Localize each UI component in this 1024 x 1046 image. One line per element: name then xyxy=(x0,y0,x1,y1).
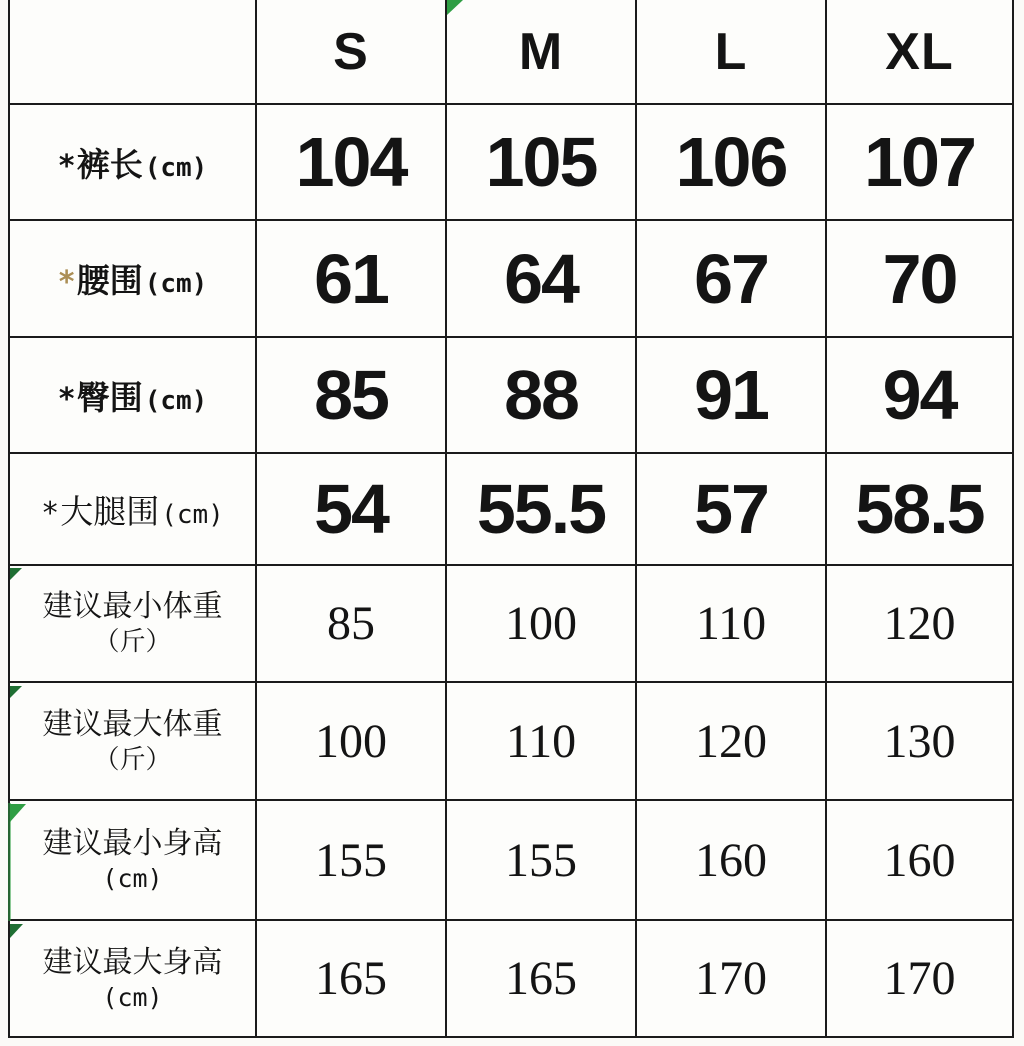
value-cell: 107 xyxy=(827,105,1014,221)
suggest-name: 建议最小身高 xyxy=(42,826,223,862)
value-cell: 64 xyxy=(447,221,637,338)
suggest-name: 建议最大体重 xyxy=(42,706,223,742)
value-cell: 170 xyxy=(827,921,1014,1038)
value-cell: 155 xyxy=(447,801,637,921)
value-cell: 110 xyxy=(447,683,637,801)
value-cell: 57 xyxy=(637,454,827,566)
value-cell: 58.5 xyxy=(827,454,1014,566)
green-flag-icon xyxy=(447,0,463,15)
row-label xyxy=(43,705,223,778)
value-cell: 160 xyxy=(637,801,827,921)
value-cell: 91 xyxy=(637,338,827,454)
value-cell: 120 xyxy=(827,566,1014,683)
value-cell: 54 xyxy=(257,454,447,566)
row-label xyxy=(58,139,208,186)
row-label-cell xyxy=(10,338,257,454)
row-label xyxy=(43,943,223,1015)
green-corner-marker-icon xyxy=(10,568,22,580)
suggest-unit: (cm) xyxy=(102,864,163,894)
suggest-unit: （斤） xyxy=(93,744,172,775)
green-corner-marker-icon xyxy=(10,924,23,938)
measure-unit: (cm) xyxy=(144,269,208,299)
value-cell: 155 xyxy=(257,801,447,921)
row-label-cell xyxy=(10,454,257,566)
measure-name: 腰围 xyxy=(76,261,143,300)
value-cell: 100 xyxy=(447,566,637,683)
value-cell: 105 xyxy=(447,105,637,221)
row-label-cell xyxy=(10,801,257,921)
column-header-m: M xyxy=(447,0,637,105)
measure-unit: (cm) xyxy=(144,385,208,416)
value-cell: 88 xyxy=(447,338,637,454)
value-cell: 120 xyxy=(637,683,827,801)
value-cell: 165 xyxy=(257,921,447,1038)
required-asterisk: * xyxy=(57,265,76,300)
row-label xyxy=(43,824,223,896)
suggest-unit: （斤） xyxy=(93,627,172,658)
measure-unit: (cm) xyxy=(161,499,224,530)
value-cell: 106 xyxy=(637,105,827,221)
green-corner-marker-icon xyxy=(10,804,26,822)
size-chart-table xyxy=(8,0,1014,1038)
value-cell: 70 xyxy=(827,221,1014,338)
row-label-cell xyxy=(10,921,257,1038)
green-corner-marker-icon xyxy=(10,686,22,698)
value-cell: 61 xyxy=(257,221,447,338)
measure-name: 臀围 xyxy=(76,377,143,417)
corner-cell xyxy=(10,0,257,105)
measure-unit: (cm) xyxy=(144,152,208,183)
column-header-s: S xyxy=(257,0,447,105)
value-cell: 85 xyxy=(257,566,447,683)
row-label xyxy=(58,255,208,302)
value-cell: 110 xyxy=(637,566,827,683)
row-label-cell xyxy=(10,566,257,683)
value-cell: 85 xyxy=(257,338,447,454)
value-cell: 94 xyxy=(827,338,1014,454)
column-header-xl: XL xyxy=(827,0,1014,105)
required-asterisk: * xyxy=(41,495,60,531)
value-cell: 100 xyxy=(257,683,447,801)
suggest-name: 建议最小体重 xyxy=(42,589,223,625)
required-asterisk: * xyxy=(57,381,76,417)
row-label-cell xyxy=(10,683,257,801)
row-label xyxy=(41,486,224,533)
row-label-cell xyxy=(10,221,257,338)
value-cell: 170 xyxy=(637,921,827,1038)
column-header-l: L xyxy=(637,0,827,105)
value-cell: 160 xyxy=(827,801,1014,921)
value-cell: 104 xyxy=(257,105,447,221)
value-cell: 67 xyxy=(637,221,827,338)
measure-name: 大腿围 xyxy=(60,491,160,531)
required-asterisk: * xyxy=(57,148,76,184)
row-label-cell xyxy=(10,105,257,221)
row-label xyxy=(58,372,208,419)
value-cell: 55.5 xyxy=(447,454,637,566)
row-label xyxy=(43,587,223,660)
value-cell: 130 xyxy=(827,683,1014,801)
suggest-name: 建议最大身高 xyxy=(42,944,223,980)
suggest-unit: (cm) xyxy=(102,982,163,1012)
measure-name: 裤长 xyxy=(76,144,143,184)
value-cell: 165 xyxy=(447,921,637,1038)
